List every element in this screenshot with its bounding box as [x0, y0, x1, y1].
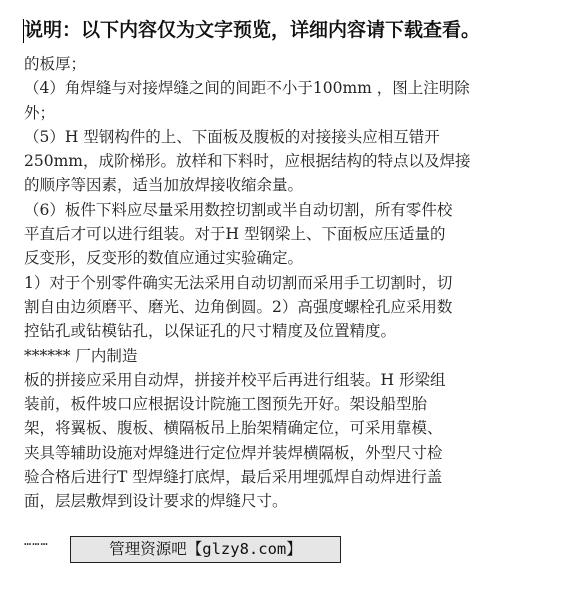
body-line: 250mm，成阶梯形。放样和下料时，应根据结构的特点以及焊接	[24, 152, 471, 171]
body-line: 的板厚；	[24, 55, 87, 73]
body-line: （4）角焊缝与对接焊缝之间的间距不小于100mm ，图上注明除	[24, 79, 470, 98]
body-line: 控钻孔或钻模钻孔，以保证孔的尺寸精度及位置精度。	[24, 322, 397, 341]
body-line: 架，将翼板、腹板、横隔板吊上胎架精确定位，可采用靠模、	[24, 419, 443, 438]
document-body	[24, 52, 559, 514]
body-line: 反变形，反变形的数值应通过实验确定。	[24, 249, 304, 268]
body-line: 外；	[24, 103, 56, 122]
body-line: 板的拼接应采用自动焊，拼接并校平后再进行组装。H 形梁组	[24, 370, 446, 389]
preview-notice: 说明：以下内容仅为文字预览，详细内容请下载查看。	[24, 19, 481, 41]
body-line: 割自由边须磨平、磨光、边角倒圆。2）高强度螺栓孔应采用数	[24, 297, 453, 316]
body-line: （5）H 型钢构件的上、下面板及腹板的对接接头应相互错开	[24, 127, 440, 146]
body-line: （6）板件下料应尽量采用数控切割或半自动切割，所有零件校	[24, 200, 453, 219]
section-heading: ****** 厂内制造	[24, 346, 138, 365]
body-line: 平直后才可以进行组装。对于H 型钢梁上、下面板应压适量的	[24, 225, 446, 244]
body-line: 夹具等辅助设施对焊缝进行定位焊并装焊横隔板，外型尺寸检	[24, 443, 443, 462]
body-line: 1）对于个别零件确实无法采用自动切割而采用手工切割时，切	[24, 273, 453, 292]
body-line: 装前，板件坡口应根据设计院施工图预先开好。架设船型胎	[24, 395, 428, 414]
body-line: 面，层层敷焊到设计要求的焊缝尺寸。	[24, 492, 288, 511]
ellipsis-dots: ………	[24, 534, 49, 548]
body-line: 的顺序等因素，适当加放焊接收缩余量。	[24, 176, 304, 195]
body-line: 验合格后进行T 型焊缝打底焊，最后采用埋弧焊自动焊进行盖	[24, 468, 443, 487]
watermark-banner: 管理资源吧【glzy8.com】	[70, 536, 341, 563]
